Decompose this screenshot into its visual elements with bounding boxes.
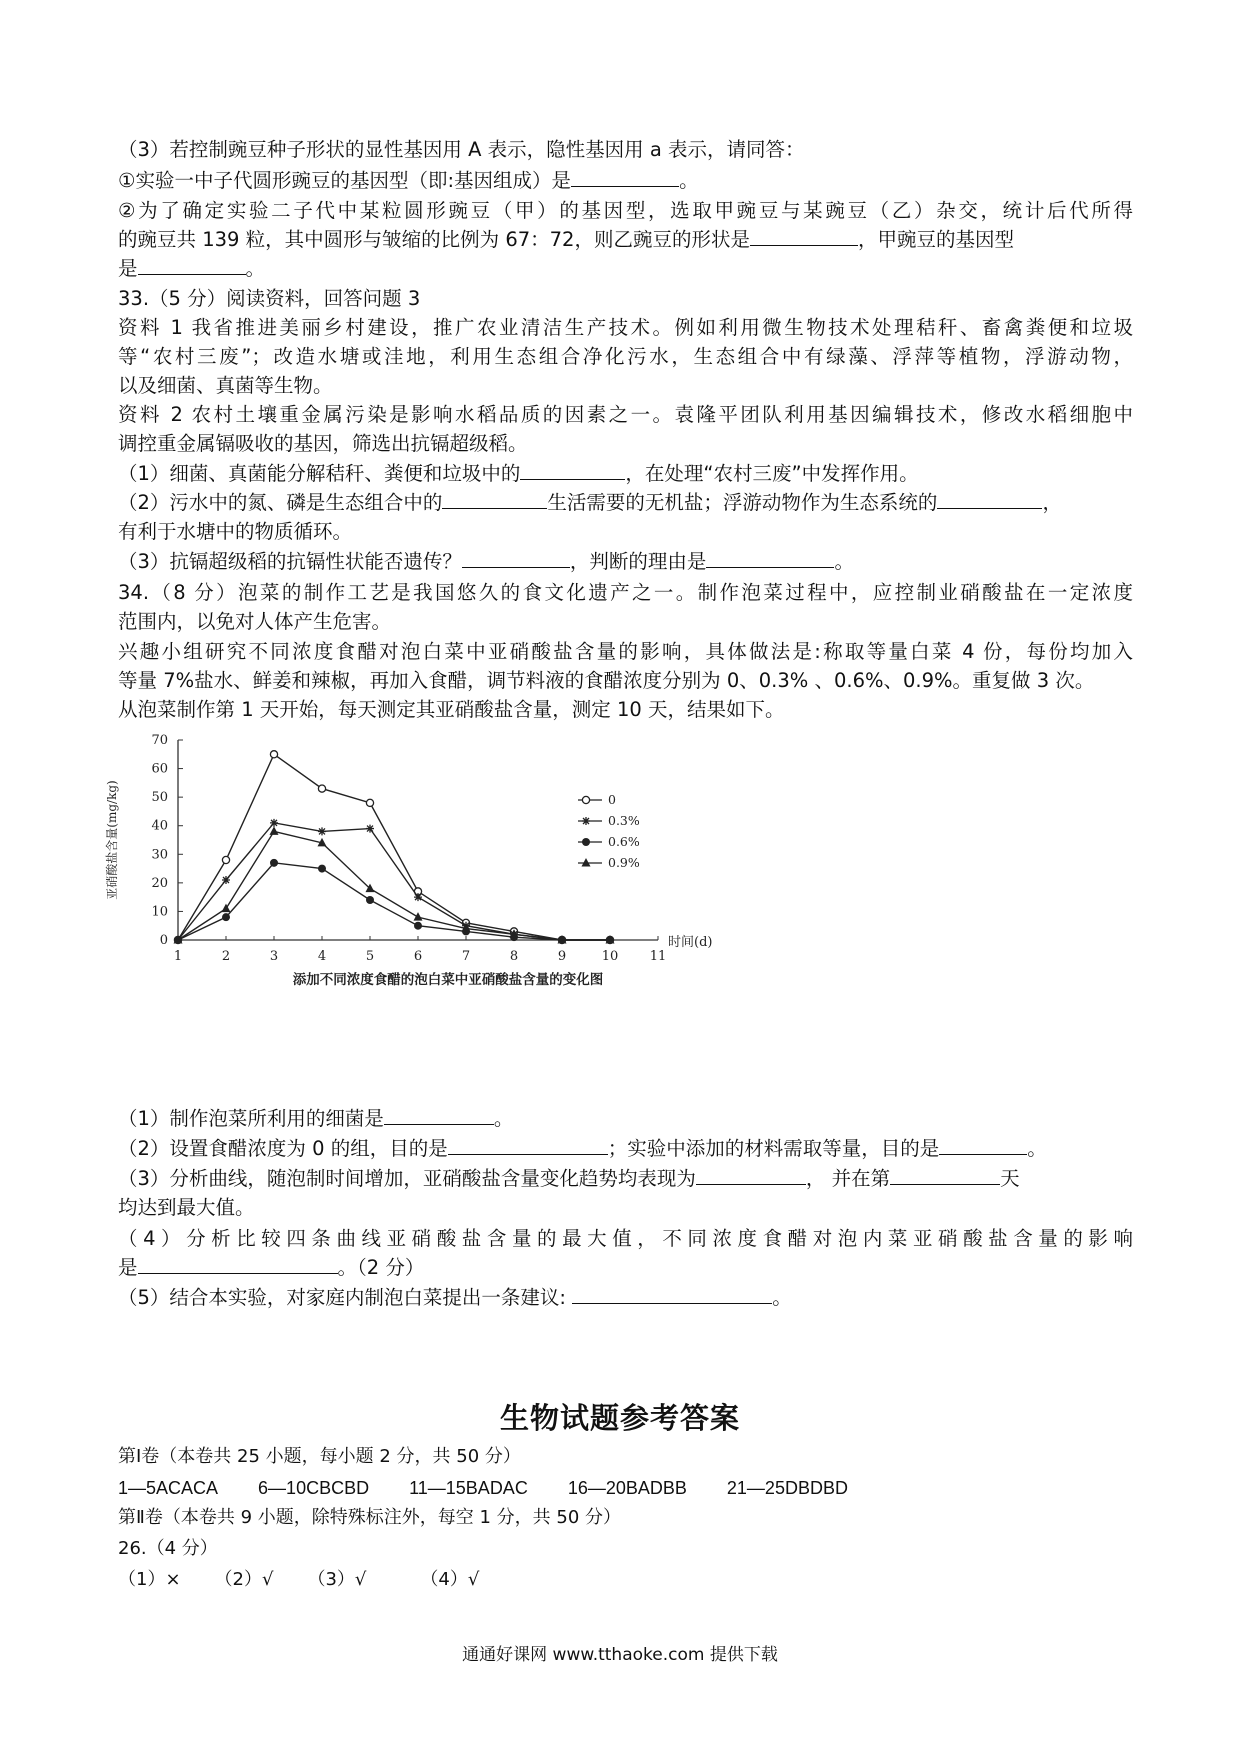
- q33-material1-line2: 等“农村三废”；改造水塘或洼地，利用生态组合净化污水，生态组合中有绿藻、浮萍等植物，浮游动物，: [118, 345, 1133, 368]
- x-tick-label: 7: [461, 949, 471, 964]
- y-tick-label: 40: [151, 818, 168, 834]
- q34-question2: [118, 1136, 1133, 1162]
- q34-experiment-line2: 等量 7%盐水、鲜姜和辣椒，再加入食醋，调节料液的食醋浓度分别为 0、0.3% 、0.6%、0.9%。重复做 3 次。: [118, 669, 1095, 692]
- y-tick-label: 30: [151, 847, 168, 863]
- answer-key: 6—10CBCBD: [258, 1478, 370, 1498]
- answers-part1-heading: 第Ⅰ卷（本卷共 25 小题，每小题 2 分，共 50 分）: [118, 1446, 521, 1467]
- y-tick-label: 0: [159, 933, 168, 948]
- q34-question3: [118, 1166, 1133, 1192]
- text: （1）制作泡菜所利用的细菌是: [118, 1107, 384, 1130]
- text: 。: [245, 257, 266, 280]
- q33-material2-line2: 调控重金属镉吸收的基因，筛选出抗镉超级稻。: [118, 432, 528, 455]
- series-2-point: [222, 876, 230, 884]
- x-tick-label: 6: [413, 949, 423, 964]
- series-4-point: [414, 912, 423, 921]
- q34-heading-line2: 范围内，以免对人体产生危害。: [118, 610, 392, 633]
- q33-question3: [118, 549, 1133, 575]
- q32-part3-2-line1: ②为了确定实验二子代中某粒圆形豌豆（甲）的基因型，选取甲豌豆与某豌豆（乙）杂交，统计后代所得: [118, 199, 1133, 222]
- x-tick-label: 3: [269, 949, 279, 964]
- answer-key: 11—15BADAC: [409, 1478, 528, 1498]
- y-axis-label: 亚硝酸盐含量(mg/kg): [105, 780, 119, 900]
- answer-blank[interactable]: [939, 1136, 1027, 1155]
- nitrite-line-chart: [100, 730, 800, 1100]
- text: 天: [1000, 1167, 1020, 1190]
- answer-blank[interactable]: [138, 1255, 338, 1274]
- text: ，判断的理由是: [569, 550, 707, 573]
- answer-26-item: （4）√: [420, 1569, 480, 1590]
- series-2-point: [414, 893, 422, 901]
- text: （2）设置食醋浓度为 0 的组，目的是: [118, 1137, 448, 1160]
- y-tick-label: 50: [151, 790, 168, 806]
- text: 。: [772, 1286, 792, 1309]
- x-tick-label: 10: [601, 949, 619, 964]
- answer-blank[interactable]: [138, 256, 246, 275]
- chart-caption: 添加不同浓度食醋的泡白菜中亚硝酸盐含量的变化图: [292, 972, 604, 988]
- answer-blank[interactable]: [571, 168, 679, 187]
- y-tick-label: 10: [151, 904, 168, 920]
- q33-question2: [118, 490, 1133, 516]
- y-tick-label: 60: [151, 761, 168, 777]
- text: 。（2 分）: [337, 1256, 425, 1279]
- series-1-point: [366, 799, 373, 806]
- series-1-point: [222, 856, 229, 863]
- series-3-point: [366, 896, 374, 904]
- answer-blank[interactable]: [384, 1106, 494, 1125]
- x-tick-label: 8: [509, 949, 519, 964]
- series-3-point: [414, 922, 422, 930]
- q32-part3-1: [118, 168, 1133, 194]
- answer-26-heading: 26.（4 分）: [118, 1538, 218, 1559]
- series-3-point: [318, 865, 326, 873]
- q33-question1: [118, 461, 1133, 487]
- q33-heading: 33.（5 分）阅读资料，回答问题 3: [118, 287, 421, 310]
- series-2-point: [270, 819, 278, 827]
- text: 。: [834, 550, 854, 573]
- answer-blank[interactable]: [890, 1166, 1000, 1185]
- x-axis-label: 时间(d): [668, 935, 713, 950]
- series-4-point: [270, 826, 279, 835]
- answer-26-item: （2）√: [214, 1569, 274, 1590]
- answer-26-item: （3）√: [307, 1569, 367, 1590]
- series-3-point: [222, 913, 230, 921]
- q32-part3-2-line3: [118, 256, 1133, 282]
- answers-part2-heading: 第Ⅱ卷（本卷共 9 小题，除特殊标注外，每空 1 分，共 50 分）: [118, 1507, 621, 1528]
- x-tick-label: 5: [365, 949, 375, 964]
- series-1-point: [318, 785, 325, 792]
- text: 。: [493, 1107, 514, 1130]
- legend-marker: [582, 796, 589, 803]
- text: （3）抗镉超级稻的抗镉性状能否遗传？: [118, 550, 462, 573]
- text: ，甲豌豆的基因型: [857, 228, 1014, 251]
- x-tick-label: 1: [173, 949, 183, 964]
- x-tick-label: 9: [557, 949, 567, 964]
- text: ；实验中添加的材料需取等量，目的是: [607, 1137, 940, 1160]
- q34-experiment-line3: 从泡菜制作第 1 天开始，每天测定其亚硝酸盐含量，测定 10 天，结果如下。: [118, 698, 785, 721]
- legend-label: 0: [608, 792, 616, 807]
- text: 。: [679, 169, 699, 192]
- x-tick-label: 11: [649, 949, 667, 964]
- answer-blank[interactable]: [572, 1285, 772, 1304]
- q34-experiment-line1: 兴趣小组研究不同浓度食醋对泡白菜中亚硝酸盐含量的影响，具体做法是:称取等量白菜 4 份，每份均加入: [118, 640, 1133, 663]
- answer-blank[interactable]: [448, 1136, 608, 1155]
- text: （2）污水中的氮、磷是生态组合中的: [118, 491, 443, 514]
- text: 的豌豆共 139 粒，其中圆形与皱缩的比例为 67：72，则乙豌豆的形状是: [118, 228, 750, 251]
- text: 生活需要的无机盐；浮游动物作为生态系统的: [547, 491, 938, 514]
- text: ①实验一中子代圆形豌豆的基因型（即:基因组成）是: [118, 169, 572, 192]
- y-tick-label: 70: [151, 733, 168, 748]
- text: （3）分析曲线，随泡制时间增加，亚硝酸盐含量变化趋势均表现为: [118, 1167, 696, 1190]
- series-1-point: [270, 751, 277, 758]
- text: （1）细菌、真菌能分解秸秆、粪便和垃圾中的: [118, 462, 521, 485]
- answer-blank[interactable]: [937, 490, 1042, 509]
- q32-part3-2-line2: [118, 227, 1133, 253]
- x-tick-label: 4: [317, 949, 327, 964]
- series-3-point: [270, 859, 278, 867]
- q33-material1-line3: 以及细菌、真菌等生物。: [118, 374, 333, 397]
- answers-title: 生物试题参考答案: [499, 1401, 740, 1435]
- q34-question4-line1: （4）分析比较四条曲线亚硝酸盐含量的最大值，不同浓度食醋对泡内菜亚硝酸盐含量的影响: [118, 1227, 1133, 1250]
- series-2-point: [366, 825, 374, 833]
- q33-material2-line1: 资料 2 农村土壤重金属污染是影响水稻品质的因素之一。袁隆平团队利用基因编辑技术，修改水稻细胞中: [118, 403, 1133, 426]
- legend-marker: [582, 817, 590, 825]
- answer-blank[interactable]: [696, 1166, 806, 1185]
- text: （5）结合本实验，对家庭内制泡白菜提出一条建议:: [118, 1286, 566, 1309]
- answer-key: 16—20BADBB: [567, 1478, 687, 1498]
- series-line-3: [178, 863, 610, 940]
- answer-blank[interactable]: [442, 490, 547, 509]
- legend-marker: [582, 858, 591, 867]
- text: 。: [1027, 1137, 1047, 1160]
- series-2-point: [318, 827, 326, 835]
- text: ，: [1042, 491, 1062, 514]
- answer-26-row: [118, 1568, 479, 1592]
- answer-blank[interactable]: [462, 549, 570, 568]
- q33-question2-line2: 有利于水塘中的物质循环。: [118, 520, 353, 543]
- q34-question3-line2: 均达到最大值。: [118, 1196, 255, 1219]
- answer-blank[interactable]: [706, 549, 834, 568]
- q34-question5: [118, 1285, 1133, 1311]
- legend-label: 0.3%: [608, 813, 640, 828]
- answer-key-row: [118, 1476, 848, 1500]
- legend-label: 0.6%: [608, 834, 640, 849]
- answer-26-item: （1）×: [118, 1569, 181, 1590]
- text: 是: [118, 1256, 138, 1279]
- text: ， 并在第: [805, 1167, 891, 1190]
- answer-blank[interactable]: [750, 227, 858, 246]
- q32-part3-intro: （3）若控制豌豆种子形状的显性基因用 A 表示，隐性基因用 a 表示，请同答：: [118, 138, 805, 161]
- y-tick-label: 20: [151, 875, 168, 891]
- text: ，在处理“农村三废”中发挥作用。: [625, 462, 919, 485]
- x-tick-label: 2: [221, 949, 231, 964]
- legend-label: 0.9%: [608, 855, 640, 870]
- series-4-point: [222, 904, 231, 913]
- answer-key: 21—25DBDBD: [726, 1478, 848, 1498]
- q34-question4-line2: [118, 1255, 1133, 1281]
- legend-marker: [582, 838, 590, 846]
- answer-key: 1—5ACACA: [118, 1478, 219, 1498]
- text: 是: [118, 257, 138, 280]
- q34-heading-line1: 34.（8 分）泡菜的制作工艺是我国悠久的食文化遗产之一。制作泡菜过程中，应控制业硝酸盐在一定浓度: [118, 581, 1133, 604]
- q33-material1-line1: 资料 1 我省推进美丽乡村建设，推广农业清洁生产技术。例如利用微生物技术处理秸秆、畜禽粪便和垃圾: [118, 316, 1133, 339]
- q34-question1: [118, 1106, 1133, 1132]
- answer-blank[interactable]: [520, 461, 625, 480]
- footer-source: 通通好课网 www.tthaoke.com 提供下载: [462, 1645, 778, 1665]
